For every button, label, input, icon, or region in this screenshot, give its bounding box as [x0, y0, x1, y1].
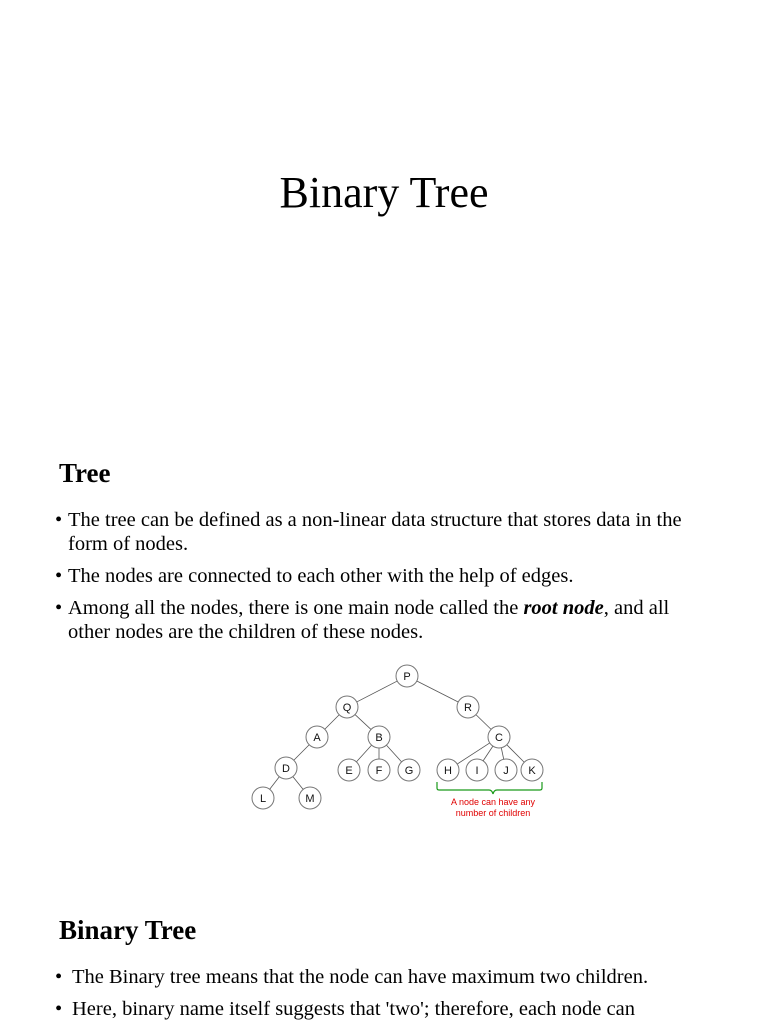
tree-node-d [275, 757, 297, 779]
tree-edge-p-r [417, 681, 458, 702]
tree-node-f [368, 759, 390, 781]
tree-node-label: I [475, 765, 479, 777]
tree-edge-a-d [294, 745, 309, 760]
tree-diagram [245, 657, 548, 825]
tree-node-label: F [375, 765, 383, 777]
tree-edge-d-l [270, 777, 280, 790]
tree-node-g [398, 759, 420, 781]
annotation-line-2: number of children [455, 808, 531, 818]
tree-node-label: C [495, 732, 503, 744]
binary-bullet-1-text: The Binary tree means that the node can have maximum two children. [72, 966, 649, 988]
tree-node-label: B [375, 732, 383, 744]
root-node-emphasis: root node [523, 597, 604, 619]
tree-node-label: L [259, 793, 267, 805]
tree-node-r [457, 696, 479, 718]
tree-heading: Tree [59, 458, 111, 488]
tree-node-label: J [503, 765, 509, 777]
tree-node-c [488, 726, 510, 748]
slide-title: Binary Tree [279, 168, 489, 217]
tree-bullet-3-text-before: Among all the nodes, there is one main node called the [68, 597, 524, 619]
tree-edge-d-m [293, 777, 303, 790]
tree-bullet-2-text: The nodes are connected to each other with the help of edges. [68, 565, 574, 587]
tree-node-l [252, 787, 274, 809]
tree-edge-q-b [355, 715, 371, 730]
binary-bullet-2: • Here, binary name itself suggests that 'two'; therefore, each node can [55, 998, 635, 1020]
binary-bullet-1: • The Binary tree means that the node can have maximum two children. [55, 966, 649, 988]
tree-edge-r-c [476, 715, 491, 730]
tree-node-label: R [464, 702, 472, 714]
annotation-line-1: A node can have any [450, 797, 536, 807]
tree-node-label: M [305, 793, 315, 805]
tree-node-label: P [403, 671, 411, 683]
tree-node-m [299, 787, 321, 809]
children-bracket [437, 782, 542, 794]
tree-edge-c-i [483, 746, 493, 761]
tree-node-label: G [404, 765, 414, 777]
tree-node-i [466, 759, 488, 781]
tree-edge-c-j [501, 748, 503, 759]
tree-edge-p-q [357, 681, 397, 702]
tree-diagram-svg [245, 657, 548, 825]
tree-node-p [396, 665, 418, 687]
tree-node-q [336, 696, 358, 718]
tree-node-label: K [528, 765, 536, 777]
tree-node-a [306, 726, 328, 748]
tree-node-b [368, 726, 390, 748]
tree-node-h [437, 759, 459, 781]
tree-edge-b-g [386, 745, 401, 762]
tree-node-label: D [282, 763, 290, 775]
tree-bullet-1: • The tree can be defined as a non-linear data structure that stores data in the form of nodes. [55, 509, 682, 555]
binary-bullet-2-text: Here, binary name itself suggests that 'two'; therefore, each node can [72, 998, 635, 1020]
tree-node-k [521, 759, 543, 781]
tree-node-label: A [313, 732, 321, 744]
binary-bullet-list [55, 965, 755, 1021]
tree-node-label: H [444, 765, 452, 777]
tree-bullet-3: • Among all the nodes, there is one main node called the root node, and all other nodes are the children of these nodes. [55, 597, 670, 643]
tree-node-label: E [345, 765, 353, 777]
tree-bullet-list [55, 508, 715, 644]
tree-bullet-2: • The nodes are connected to each other with the help of edges. [55, 565, 574, 587]
tree-edge-b-e [356, 745, 371, 762]
tree-node-j [495, 759, 517, 781]
tree-node-label: Q [342, 702, 352, 714]
tree-bullet-1-text: The tree can be defined as a non-linear data structure that stores data in the form of nodes. [68, 509, 682, 555]
tree-node-e [338, 759, 360, 781]
tree-bullet-3-text-after: , and all other nodes are the children of these nodes. [68, 597, 670, 643]
tree-edge-q-a [325, 715, 339, 729]
binary-tree-heading: Binary Tree [59, 915, 197, 945]
